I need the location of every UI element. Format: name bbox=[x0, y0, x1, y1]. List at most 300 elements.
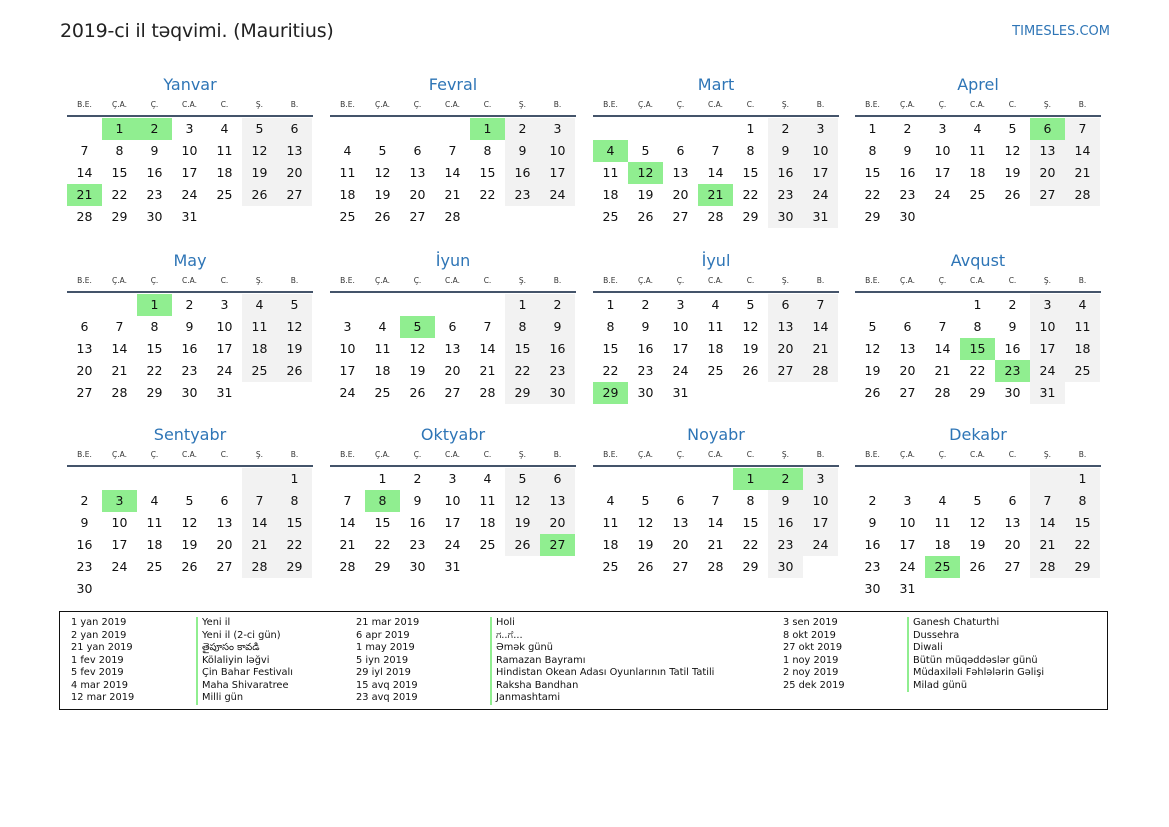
holiday-day[interactable]: 2 bbox=[137, 118, 172, 140]
calendar-day[interactable]: 10 bbox=[216, 319, 233, 334]
calendar-day[interactable]: 17 bbox=[899, 537, 916, 552]
calendar-day[interactable]: 28 bbox=[76, 209, 93, 224]
calendar-day[interactable]: 20 bbox=[899, 363, 916, 378]
calendar-day[interactable]: 16 bbox=[76, 537, 93, 552]
calendar-day[interactable]: 6 bbox=[220, 493, 229, 508]
calendar-day[interactable]: 27 bbox=[1030, 184, 1065, 206]
calendar-day[interactable]: 27 bbox=[409, 209, 426, 224]
calendar-day[interactable]: 9 bbox=[868, 515, 877, 530]
holiday-day[interactable]: 5 bbox=[400, 316, 435, 338]
calendar-day[interactable]: 18 bbox=[969, 165, 986, 180]
calendar-day[interactable]: 10 bbox=[899, 515, 916, 530]
calendar-day[interactable]: 2 bbox=[505, 118, 540, 140]
calendar-day[interactable]: 18 bbox=[374, 363, 391, 378]
calendar-day[interactable]: 28 bbox=[479, 385, 496, 400]
calendar-day[interactable]: 17 bbox=[803, 162, 838, 184]
holiday-day[interactable]: 12 bbox=[628, 162, 663, 184]
holiday-day[interactable]: 6 bbox=[1030, 118, 1065, 140]
calendar-day[interactable]: 17 bbox=[540, 162, 575, 184]
calendar-day[interactable]: 26 bbox=[409, 385, 426, 400]
calendar-day[interactable]: 1 bbox=[606, 297, 615, 312]
calendar-day[interactable]: 9 bbox=[768, 140, 803, 162]
calendar-day[interactable]: 8 bbox=[746, 493, 755, 508]
calendar-day[interactable]: 20 bbox=[1030, 162, 1065, 184]
calendar-day[interactable]: 9 bbox=[80, 515, 89, 530]
calendar-day[interactable]: 6 bbox=[540, 468, 575, 490]
calendar-day[interactable]: 11 bbox=[216, 143, 233, 158]
calendar-day[interactable]: 20 bbox=[409, 187, 426, 202]
calendar-day[interactable]: 7 bbox=[1030, 490, 1065, 512]
calendar-day[interactable]: 24 bbox=[181, 187, 198, 202]
calendar-day[interactable]: 11 bbox=[1065, 316, 1100, 338]
calendar-day[interactable]: 7 bbox=[448, 143, 457, 158]
calendar-day[interactable]: 8 bbox=[277, 490, 312, 512]
calendar-day[interactable]: 21 bbox=[242, 534, 277, 556]
calendar-day[interactable]: 22 bbox=[277, 534, 312, 556]
calendar-day[interactable]: 14 bbox=[707, 515, 724, 530]
calendar-day[interactable]: 12 bbox=[505, 490, 540, 512]
calendar-day[interactable]: 29 bbox=[505, 382, 540, 404]
calendar-day[interactable]: 13 bbox=[1030, 140, 1065, 162]
calendar-day[interactable]: 6 bbox=[80, 319, 89, 334]
calendar-day[interactable]: 23 bbox=[899, 187, 916, 202]
calendar-day[interactable]: 4 bbox=[711, 297, 720, 312]
holiday-day[interactable]: 1 bbox=[137, 294, 172, 316]
holiday-day[interactable]: 25 bbox=[925, 556, 960, 578]
calendar-day[interactable]: 30 bbox=[768, 556, 803, 578]
calendar-day[interactable]: 13 bbox=[1004, 515, 1021, 530]
calendar-day[interactable]: 29 bbox=[1065, 556, 1100, 578]
calendar-day[interactable]: 18 bbox=[146, 537, 163, 552]
calendar-day[interactable]: 21 bbox=[1030, 534, 1065, 556]
calendar-day[interactable]: 26 bbox=[277, 360, 312, 382]
calendar-day[interactable]: 22 bbox=[602, 363, 619, 378]
calendar-day[interactable]: 24 bbox=[803, 534, 838, 556]
calendar-day[interactable]: 15 bbox=[111, 165, 128, 180]
calendar-day[interactable]: 31 bbox=[216, 385, 233, 400]
calendar-day[interactable]: 28 bbox=[707, 559, 724, 574]
calendar-day[interactable]: 11 bbox=[969, 143, 986, 158]
calendar-day[interactable]: 28 bbox=[111, 385, 128, 400]
calendar-day[interactable]: 3 bbox=[185, 121, 194, 136]
calendar-day[interactable]: 25 bbox=[146, 559, 163, 574]
calendar-day[interactable]: 4 bbox=[378, 319, 387, 334]
calendar-day[interactable]: 26 bbox=[742, 363, 759, 378]
calendar-day[interactable]: 23 bbox=[637, 363, 654, 378]
calendar-day[interactable]: 16 bbox=[146, 165, 163, 180]
calendar-day[interactable]: 13 bbox=[540, 490, 575, 512]
calendar-day[interactable]: 9 bbox=[505, 140, 540, 162]
holiday-day[interactable]: 23 bbox=[995, 360, 1030, 382]
calendar-day[interactable]: 3 bbox=[803, 468, 838, 490]
calendar-day[interactable]: 13 bbox=[277, 140, 312, 162]
calendar-day[interactable]: 16 bbox=[409, 515, 426, 530]
holiday-day[interactable]: 21 bbox=[698, 184, 733, 206]
calendar-day[interactable]: 2 bbox=[1008, 297, 1017, 312]
calendar-day[interactable]: 10 bbox=[672, 319, 689, 334]
calendar-day[interactable]: 19 bbox=[637, 537, 654, 552]
calendar-day[interactable]: 17 bbox=[111, 537, 128, 552]
calendar-day[interactable]: 30 bbox=[181, 385, 198, 400]
calendar-day[interactable]: 25 bbox=[374, 385, 391, 400]
holiday-day[interactable]: 1 bbox=[102, 118, 137, 140]
calendar-day[interactable]: 18 bbox=[934, 537, 951, 552]
calendar-day[interactable]: 18 bbox=[339, 187, 356, 202]
calendar-day[interactable]: 9 bbox=[1008, 319, 1017, 334]
calendar-day[interactable]: 23 bbox=[768, 184, 803, 206]
calendar-day[interactable]: 7 bbox=[242, 490, 277, 512]
calendar-day[interactable]: 18 bbox=[479, 515, 496, 530]
calendar-day[interactable]: 5 bbox=[378, 143, 387, 158]
calendar-day[interactable]: 28 bbox=[1065, 184, 1100, 206]
holiday-day[interactable]: 29 bbox=[593, 382, 628, 404]
calendar-day[interactable]: 27 bbox=[216, 559, 233, 574]
calendar-day[interactable]: 14 bbox=[803, 316, 838, 338]
calendar-day[interactable]: 25 bbox=[479, 537, 496, 552]
calendar-day[interactable]: 29 bbox=[111, 209, 128, 224]
calendar-day[interactable]: 19 bbox=[242, 162, 277, 184]
calendar-day[interactable]: 4 bbox=[343, 143, 352, 158]
calendar-day[interactable]: 22 bbox=[969, 363, 986, 378]
calendar-day[interactable]: 16 bbox=[540, 338, 575, 360]
calendar-day[interactable]: 25 bbox=[339, 209, 356, 224]
calendar-day[interactable]: 10 bbox=[1030, 316, 1065, 338]
calendar-day[interactable]: 17 bbox=[1030, 338, 1065, 360]
calendar-day[interactable]: 26 bbox=[374, 209, 391, 224]
calendar-day[interactable]: 14 bbox=[707, 165, 724, 180]
calendar-day[interactable]: 23 bbox=[540, 360, 575, 382]
calendar-day[interactable]: 7 bbox=[711, 493, 720, 508]
calendar-day[interactable]: 17 bbox=[672, 341, 689, 356]
calendar-day[interactable]: 11 bbox=[339, 165, 356, 180]
calendar-day[interactable]: 10 bbox=[540, 140, 575, 162]
calendar-day[interactable]: 8 bbox=[1065, 490, 1100, 512]
calendar-day[interactable]: 20 bbox=[672, 537, 689, 552]
calendar-day[interactable]: 31 bbox=[672, 385, 689, 400]
calendar-day[interactable]: 4 bbox=[606, 493, 615, 508]
calendar-day[interactable]: 19 bbox=[409, 363, 426, 378]
calendar-day[interactable]: 29 bbox=[864, 209, 881, 224]
calendar-day[interactable]: 26 bbox=[1004, 187, 1021, 202]
calendar-day[interactable]: 22 bbox=[479, 187, 496, 202]
calendar-day[interactable]: 10 bbox=[444, 493, 461, 508]
calendar-day[interactable]: 15 bbox=[1065, 512, 1100, 534]
holiday-day[interactable]: 27 bbox=[540, 534, 575, 556]
calendar-day[interactable]: 14 bbox=[242, 512, 277, 534]
calendar-day[interactable]: 29 bbox=[742, 209, 759, 224]
calendar-day[interactable]: 25 bbox=[707, 363, 724, 378]
calendar-day[interactable]: 23 bbox=[768, 534, 803, 556]
calendar-day[interactable]: 30 bbox=[1004, 385, 1021, 400]
calendar-day[interactable]: 12 bbox=[637, 515, 654, 530]
calendar-day[interactable]: 16 bbox=[864, 537, 881, 552]
calendar-day[interactable]: 18 bbox=[242, 338, 277, 360]
calendar-day[interactable]: 12 bbox=[374, 165, 391, 180]
calendar-day[interactable]: 14 bbox=[1065, 140, 1100, 162]
calendar-day[interactable]: 15 bbox=[479, 165, 496, 180]
calendar-day[interactable]: 20 bbox=[444, 363, 461, 378]
calendar-day[interactable]: 26 bbox=[864, 385, 881, 400]
calendar-day[interactable]: 25 bbox=[602, 559, 619, 574]
calendar-day[interactable]: 15 bbox=[374, 515, 391, 530]
calendar-day[interactable]: 13 bbox=[216, 515, 233, 530]
calendar-day[interactable]: 7 bbox=[938, 319, 947, 334]
calendar-day[interactable]: 14 bbox=[1030, 512, 1065, 534]
calendar-day[interactable]: 21 bbox=[803, 338, 838, 360]
calendar-day[interactable]: 17 bbox=[216, 341, 233, 356]
holiday-day[interactable]: 3 bbox=[102, 490, 137, 512]
holiday-day[interactable]: 21 bbox=[67, 184, 102, 206]
calendar-day[interactable]: 20 bbox=[540, 512, 575, 534]
calendar-day[interactable]: 7 bbox=[711, 143, 720, 158]
calendar-day[interactable]: 6 bbox=[676, 143, 685, 158]
holiday-day[interactable]: 4 bbox=[593, 140, 628, 162]
calendar-day[interactable]: 17 bbox=[444, 515, 461, 530]
calendar-day[interactable]: 13 bbox=[76, 341, 93, 356]
calendar-day[interactable]: 31 bbox=[1030, 382, 1065, 404]
calendar-day[interactable]: 16 bbox=[637, 341, 654, 356]
calendar-day[interactable]: 15 bbox=[277, 512, 312, 534]
calendar-day[interactable]: 24 bbox=[339, 385, 356, 400]
calendar-day[interactable]: 5 bbox=[185, 493, 194, 508]
calendar-day[interactable]: 20 bbox=[216, 537, 233, 552]
calendar-day[interactable]: 12 bbox=[969, 515, 986, 530]
calendar-day[interactable]: 30 bbox=[899, 209, 916, 224]
calendar-day[interactable]: 21 bbox=[479, 363, 496, 378]
calendar-day[interactable]: 7 bbox=[343, 493, 352, 508]
calendar-day[interactable]: 16 bbox=[899, 165, 916, 180]
calendar-day[interactable]: 29 bbox=[277, 556, 312, 578]
calendar-day[interactable]: 9 bbox=[150, 143, 159, 158]
calendar-day[interactable]: 25 bbox=[242, 360, 277, 382]
calendar-day[interactable]: 24 bbox=[216, 363, 233, 378]
calendar-day[interactable]: 2 bbox=[641, 297, 650, 312]
calendar-day[interactable]: 24 bbox=[934, 187, 951, 202]
calendar-day[interactable]: 19 bbox=[1004, 165, 1021, 180]
calendar-day[interactable]: 27 bbox=[768, 360, 803, 382]
calendar-day[interactable]: 1 bbox=[277, 468, 312, 490]
calendar-day[interactable]: 5 bbox=[973, 493, 982, 508]
calendar-day[interactable]: 12 bbox=[742, 319, 759, 334]
calendar-day[interactable]: 9 bbox=[413, 493, 422, 508]
calendar-day[interactable]: 12 bbox=[1004, 143, 1021, 158]
calendar-day[interactable]: 27 bbox=[444, 385, 461, 400]
calendar-day[interactable]: 28 bbox=[444, 209, 461, 224]
calendar-day[interactable]: 16 bbox=[768, 512, 803, 534]
calendar-day[interactable]: 5 bbox=[641, 493, 650, 508]
calendar-day[interactable]: 3 bbox=[220, 297, 229, 312]
calendar-day[interactable]: 22 bbox=[742, 537, 759, 552]
calendar-day[interactable]: 8 bbox=[973, 319, 982, 334]
calendar-day[interactable]: 10 bbox=[803, 490, 838, 512]
calendar-day[interactable]: 24 bbox=[672, 363, 689, 378]
calendar-day[interactable]: 29 bbox=[742, 559, 759, 574]
calendar-day[interactable]: 14 bbox=[444, 165, 461, 180]
calendar-day[interactable]: 8 bbox=[505, 316, 540, 338]
holiday-day[interactable]: 15 bbox=[960, 338, 995, 360]
calendar-day[interactable]: 11 bbox=[374, 341, 391, 356]
calendar-day[interactable]: 19 bbox=[637, 187, 654, 202]
calendar-day[interactable]: 15 bbox=[505, 338, 540, 360]
calendar-day[interactable]: 12 bbox=[181, 515, 198, 530]
holiday-day[interactable]: 2 bbox=[768, 468, 803, 490]
calendar-day[interactable]: 11 bbox=[242, 316, 277, 338]
calendar-day[interactable]: 25 bbox=[216, 187, 233, 202]
calendar-day[interactable]: 9 bbox=[768, 490, 803, 512]
calendar-day[interactable]: 23 bbox=[181, 363, 198, 378]
calendar-day[interactable]: 1 bbox=[973, 297, 982, 312]
calendar-day[interactable]: 13 bbox=[899, 341, 916, 356]
calendar-day[interactable]: 22 bbox=[1065, 534, 1100, 556]
calendar-day[interactable]: 11 bbox=[146, 515, 163, 530]
calendar-day[interactable]: 29 bbox=[969, 385, 986, 400]
calendar-day[interactable]: 11 bbox=[602, 515, 619, 530]
calendar-day[interactable]: 22 bbox=[111, 187, 128, 202]
calendar-day[interactable]: 17 bbox=[339, 363, 356, 378]
calendar-day[interactable]: 22 bbox=[146, 363, 163, 378]
holiday-day[interactable]: 8 bbox=[365, 490, 400, 512]
calendar-day[interactable]: 7 bbox=[483, 319, 492, 334]
calendar-day[interactable]: 26 bbox=[181, 559, 198, 574]
calendar-day[interactable]: 23 bbox=[864, 559, 881, 574]
calendar-day[interactable]: 4 bbox=[973, 121, 982, 136]
calendar-day[interactable]: 19 bbox=[374, 187, 391, 202]
calendar-day[interactable]: 1 bbox=[378, 471, 387, 486]
calendar-day[interactable]: 13 bbox=[444, 341, 461, 356]
calendar-day[interactable]: 27 bbox=[1004, 559, 1021, 574]
calendar-day[interactable]: 6 bbox=[903, 319, 912, 334]
calendar-day[interactable]: 22 bbox=[505, 360, 540, 382]
calendar-day[interactable]: 9 bbox=[185, 319, 194, 334]
calendar-day[interactable]: 22 bbox=[864, 187, 881, 202]
calendar-day[interactable]: 28 bbox=[707, 209, 724, 224]
calendar-day[interactable]: 17 bbox=[934, 165, 951, 180]
calendar-day[interactable]: 13 bbox=[672, 165, 689, 180]
calendar-day[interactable]: 18 bbox=[216, 165, 233, 180]
calendar-day[interactable]: 31 bbox=[444, 559, 461, 574]
calendar-day[interactable]: 19 bbox=[181, 537, 198, 552]
calendar-day[interactable]: 2 bbox=[768, 118, 803, 140]
calendar-day[interactable]: 19 bbox=[742, 341, 759, 356]
calendar-day[interactable]: 26 bbox=[637, 559, 654, 574]
calendar-day[interactable]: 2 bbox=[540, 294, 575, 316]
calendar-day[interactable]: 10 bbox=[934, 143, 951, 158]
calendar-day[interactable]: 5 bbox=[242, 118, 277, 140]
calendar-day[interactable]: 15 bbox=[864, 165, 881, 180]
calendar-day[interactable]: 9 bbox=[903, 143, 912, 158]
calendar-day[interactable]: 2 bbox=[80, 493, 89, 508]
calendar-day[interactable]: 10 bbox=[803, 140, 838, 162]
calendar-day[interactable]: 14 bbox=[339, 515, 356, 530]
calendar-day[interactable]: 31 bbox=[803, 206, 838, 228]
calendar-day[interactable]: 30 bbox=[146, 209, 163, 224]
calendar-day[interactable]: 7 bbox=[803, 294, 838, 316]
calendar-day[interactable]: 2 bbox=[868, 493, 877, 508]
calendar-day[interactable]: 3 bbox=[1030, 294, 1065, 316]
calendar-day[interactable]: 18 bbox=[707, 341, 724, 356]
calendar-day[interactable]: 20 bbox=[76, 363, 93, 378]
calendar-day[interactable]: 7 bbox=[115, 319, 124, 334]
calendar-day[interactable]: 22 bbox=[742, 187, 759, 202]
calendar-day[interactable]: 27 bbox=[672, 559, 689, 574]
calendar-day[interactable]: 28 bbox=[803, 360, 838, 382]
calendar-day[interactable]: 6 bbox=[768, 294, 803, 316]
calendar-day[interactable]: 20 bbox=[277, 162, 312, 184]
calendar-day[interactable]: 19 bbox=[505, 512, 540, 534]
calendar-day[interactable]: 21 bbox=[1065, 162, 1100, 184]
calendar-day[interactable]: 23 bbox=[409, 537, 426, 552]
calendar-day[interactable]: 24 bbox=[803, 184, 838, 206]
calendar-day[interactable]: 27 bbox=[76, 385, 93, 400]
calendar-day[interactable]: 3 bbox=[803, 118, 838, 140]
calendar-day[interactable]: 4 bbox=[938, 493, 947, 508]
calendar-day[interactable]: 8 bbox=[483, 143, 492, 158]
calendar-day[interactable]: 5 bbox=[277, 294, 312, 316]
calendar-day[interactable]: 17 bbox=[181, 165, 198, 180]
calendar-day[interactable]: 21 bbox=[444, 187, 461, 202]
calendar-day[interactable]: 10 bbox=[111, 515, 128, 530]
calendar-day[interactable]: 15 bbox=[146, 341, 163, 356]
calendar-day[interactable]: 2 bbox=[185, 297, 194, 312]
calendar-day[interactable]: 8 bbox=[746, 143, 755, 158]
calendar-day[interactable]: 8 bbox=[868, 143, 877, 158]
calendar-day[interactable]: 27 bbox=[899, 385, 916, 400]
calendar-day[interactable]: 18 bbox=[1065, 338, 1100, 360]
calendar-day[interactable]: 26 bbox=[242, 184, 277, 206]
calendar-day[interactable]: 28 bbox=[1030, 556, 1065, 578]
calendar-day[interactable]: 5 bbox=[505, 468, 540, 490]
calendar-day[interactable]: 1 bbox=[1065, 468, 1100, 490]
calendar-day[interactable]: 1 bbox=[868, 121, 877, 136]
calendar-day[interactable]: 25 bbox=[602, 209, 619, 224]
calendar-day[interactable]: 14 bbox=[111, 341, 128, 356]
calendar-day[interactable]: 5 bbox=[868, 319, 877, 334]
calendar-day[interactable]: 26 bbox=[637, 209, 654, 224]
calendar-day[interactable]: 9 bbox=[540, 316, 575, 338]
calendar-day[interactable]: 25 bbox=[969, 187, 986, 202]
calendar-day[interactable]: 12 bbox=[409, 341, 426, 356]
calendar-day[interactable]: 24 bbox=[444, 537, 461, 552]
calendar-day[interactable]: 14 bbox=[76, 165, 93, 180]
calendar-day[interactable]: 10 bbox=[181, 143, 198, 158]
calendar-day[interactable]: 3 bbox=[938, 121, 947, 136]
calendar-day[interactable]: 6 bbox=[413, 143, 422, 158]
calendar-day[interactable]: 8 bbox=[115, 143, 124, 158]
calendar-day[interactable]: 31 bbox=[181, 209, 198, 224]
calendar-day[interactable]: 23 bbox=[76, 559, 93, 574]
calendar-day[interactable]: 24 bbox=[1030, 360, 1065, 382]
calendar-day[interactable]: 8 bbox=[150, 319, 159, 334]
calendar-day[interactable]: 15 bbox=[602, 341, 619, 356]
calendar-day[interactable]: 4 bbox=[242, 294, 277, 316]
calendar-day[interactable]: 23 bbox=[505, 184, 540, 206]
calendar-day[interactable]: 17 bbox=[803, 512, 838, 534]
calendar-day[interactable]: 12 bbox=[864, 341, 881, 356]
calendar-day[interactable]: 14 bbox=[934, 341, 951, 356]
calendar-day[interactable]: 5 bbox=[746, 297, 755, 312]
calendar-day[interactable]: 19 bbox=[864, 363, 881, 378]
calendar-day[interactable]: 13 bbox=[672, 515, 689, 530]
calendar-day[interactable]: 4 bbox=[220, 121, 229, 136]
calendar-day[interactable]: 29 bbox=[146, 385, 163, 400]
calendar-day[interactable]: 30 bbox=[864, 581, 881, 596]
calendar-day[interactable]: 30 bbox=[540, 382, 575, 404]
calendar-day[interactable]: 27 bbox=[672, 209, 689, 224]
calendar-day[interactable]: 21 bbox=[339, 537, 356, 552]
calendar-day[interactable]: 12 bbox=[242, 140, 277, 162]
calendar-day[interactable]: 3 bbox=[540, 118, 575, 140]
calendar-day[interactable]: 6 bbox=[676, 493, 685, 508]
